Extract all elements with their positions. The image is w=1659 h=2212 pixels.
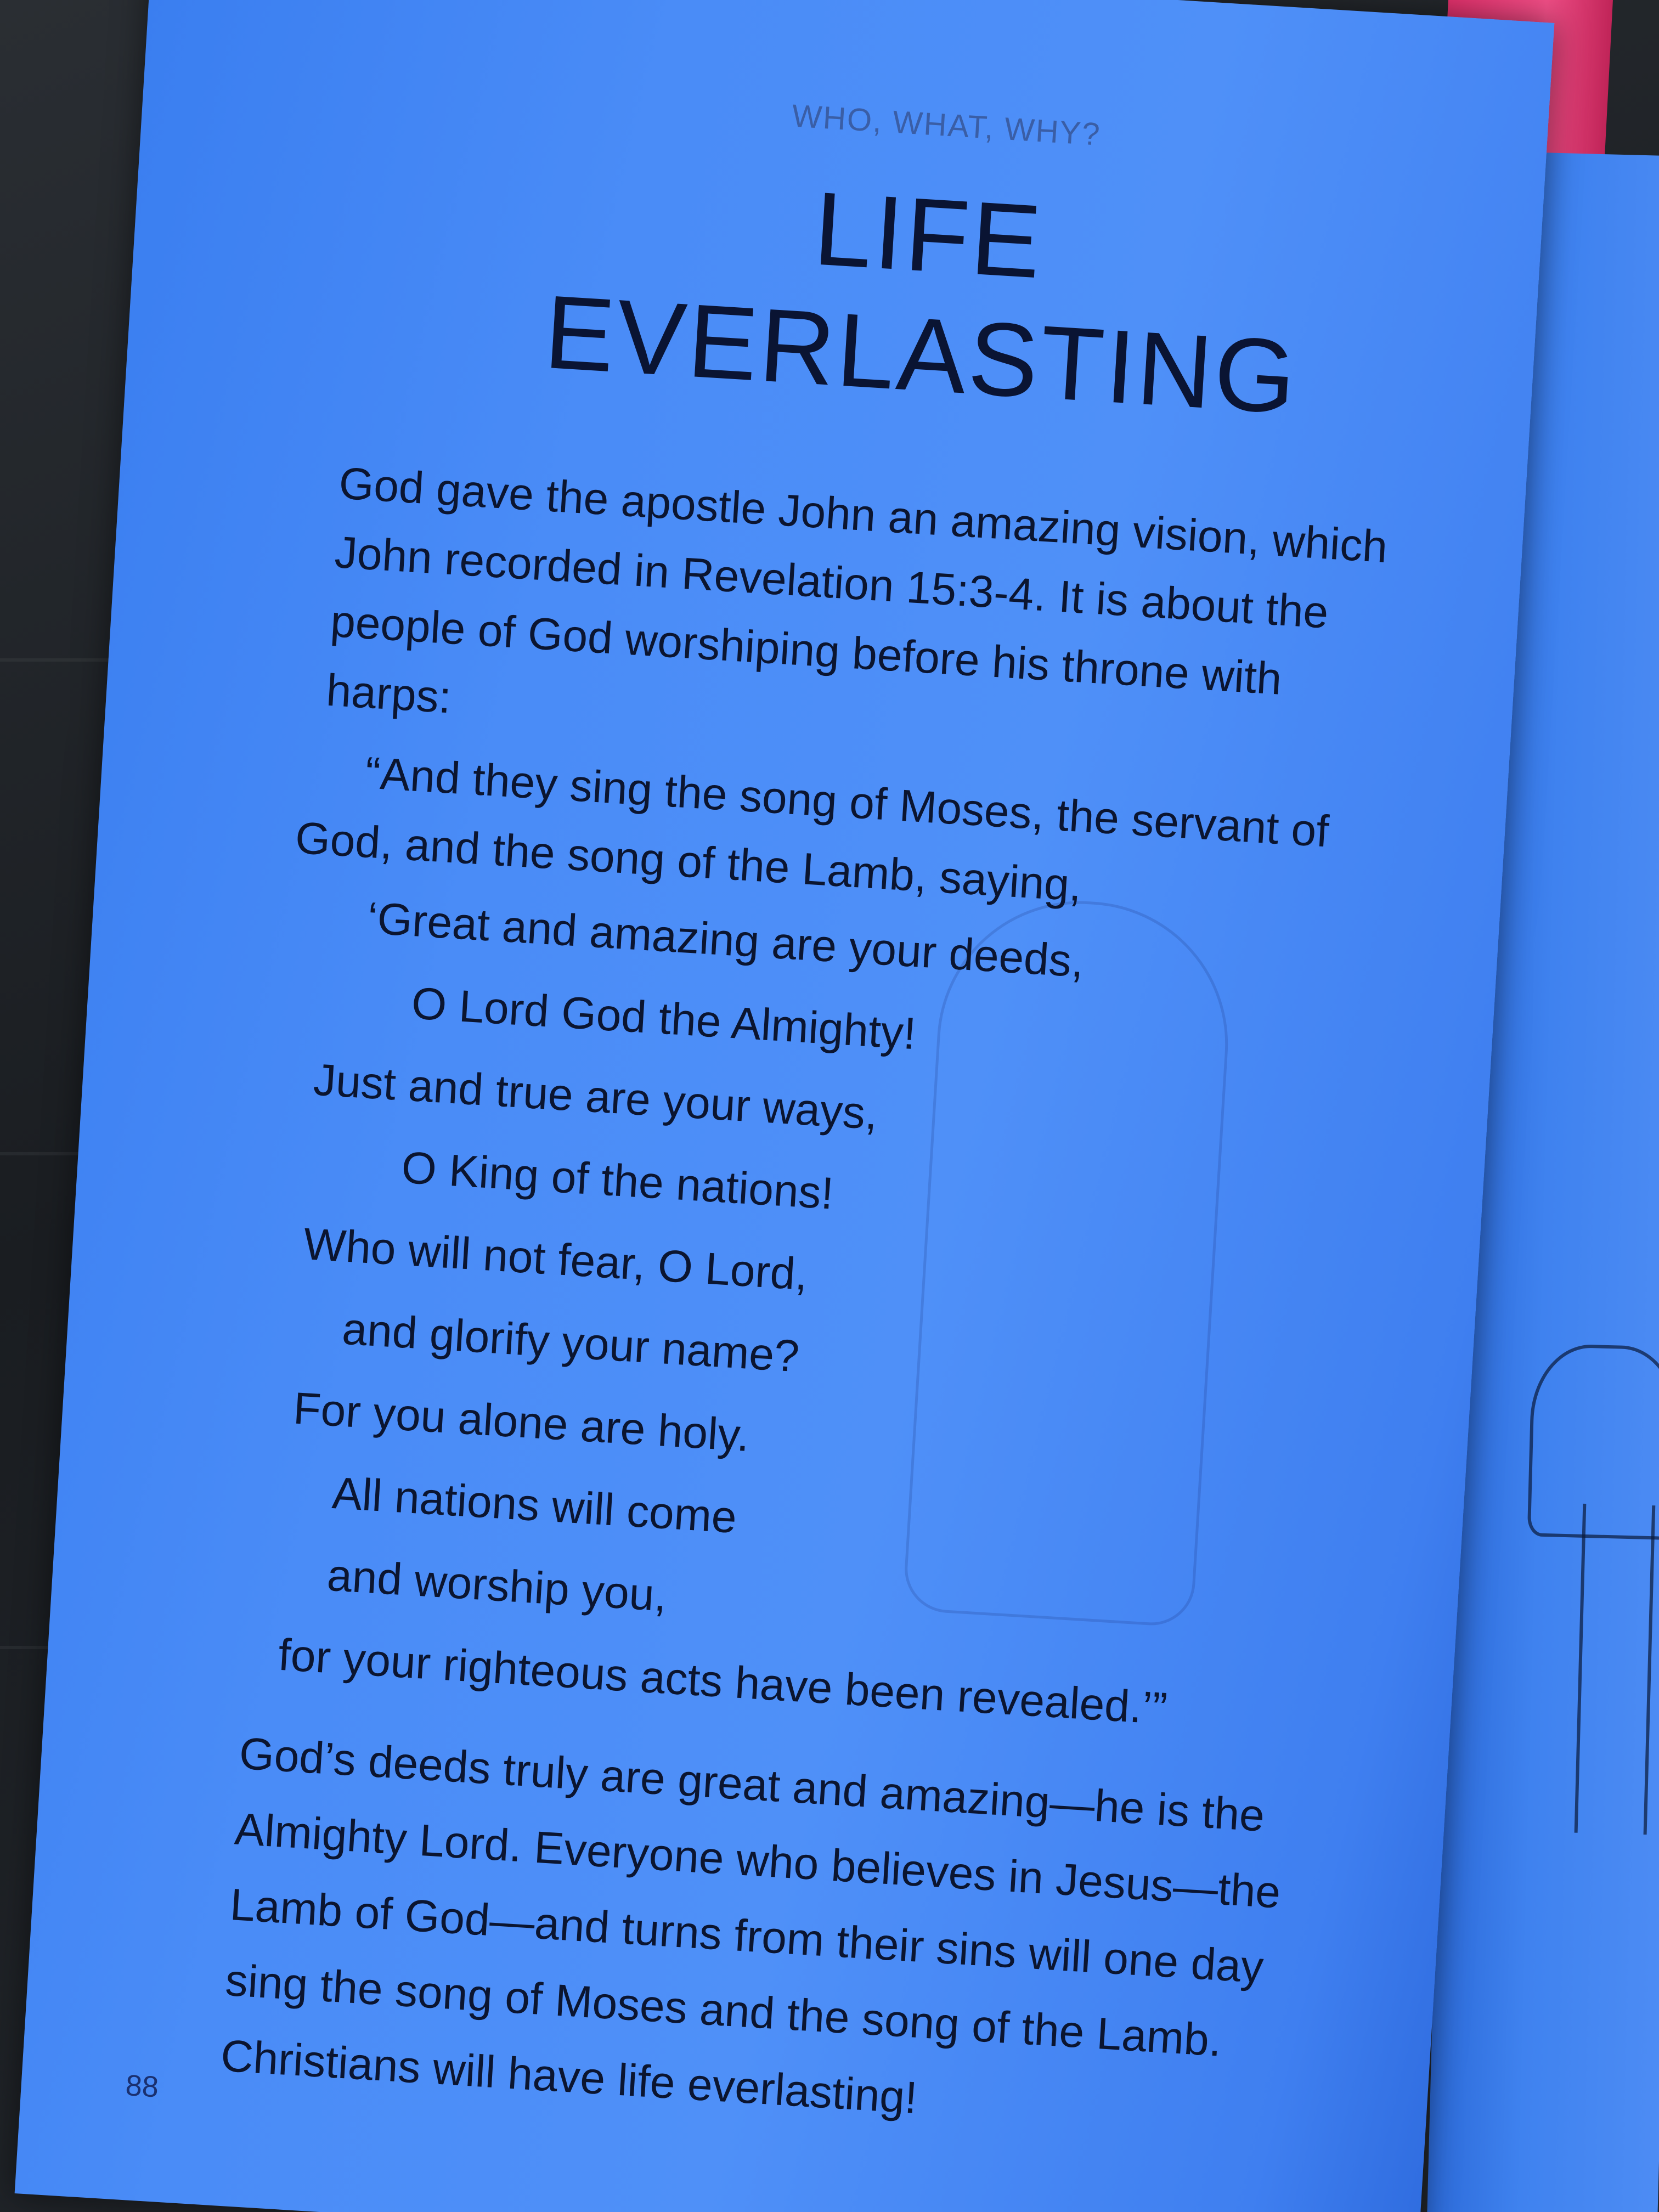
left-page	[15, 0, 1555, 2212]
intro-paragraph: God gave the apostle John an amazing vision, which John recorded in Revelation 15:3-4. It is about the people of God worshiping before his throne with harps:	[325, 458, 1389, 723]
verse-line: Just and true are your ways,	[312, 1054, 879, 1139]
verse-line: All nations will come	[330, 1468, 738, 1543]
page-title: LIFE EVERLASTING	[541, 170, 1301, 436]
verse-line: and glorify your name?	[341, 1304, 801, 1382]
closing-paragraph: God’s deeds truly are great and amazing—he is the Almighty Lord. Everyone who believes in Jesus—the Lamb of God—and turns from their sins will one day sing the song of Moses and the song of the Lamb. Christians will have life everlasting!	[219, 1728, 1282, 2124]
page-content	[218, 70, 1410, 2159]
verse-block	[243, 873, 1361, 1759]
verse-line: for your righteous acts have been revealed.’”	[276, 1629, 1169, 1734]
running-head: WHO, WHAT, WHY?	[791, 98, 1102, 153]
quote-intro: “And they sing the song of Moses, the servant of God, and the song of the Lamb, saying,	[294, 748, 1330, 911]
verse-line: and worship you,	[325, 1550, 669, 1621]
verse-line: For you alone are holy.	[292, 1383, 751, 1462]
verse-line: O Lord God the Almighty!	[410, 978, 918, 1059]
verse-line: Who will not fear, O Lord,	[302, 1219, 809, 1300]
illustration-arm	[1575, 1504, 1656, 1835]
page-number: 88	[125, 2069, 160, 2104]
verse-line: O King of the nations!	[400, 1142, 835, 1219]
verse-line: ‘Great and amazing are your deeds,	[365, 893, 1086, 988]
